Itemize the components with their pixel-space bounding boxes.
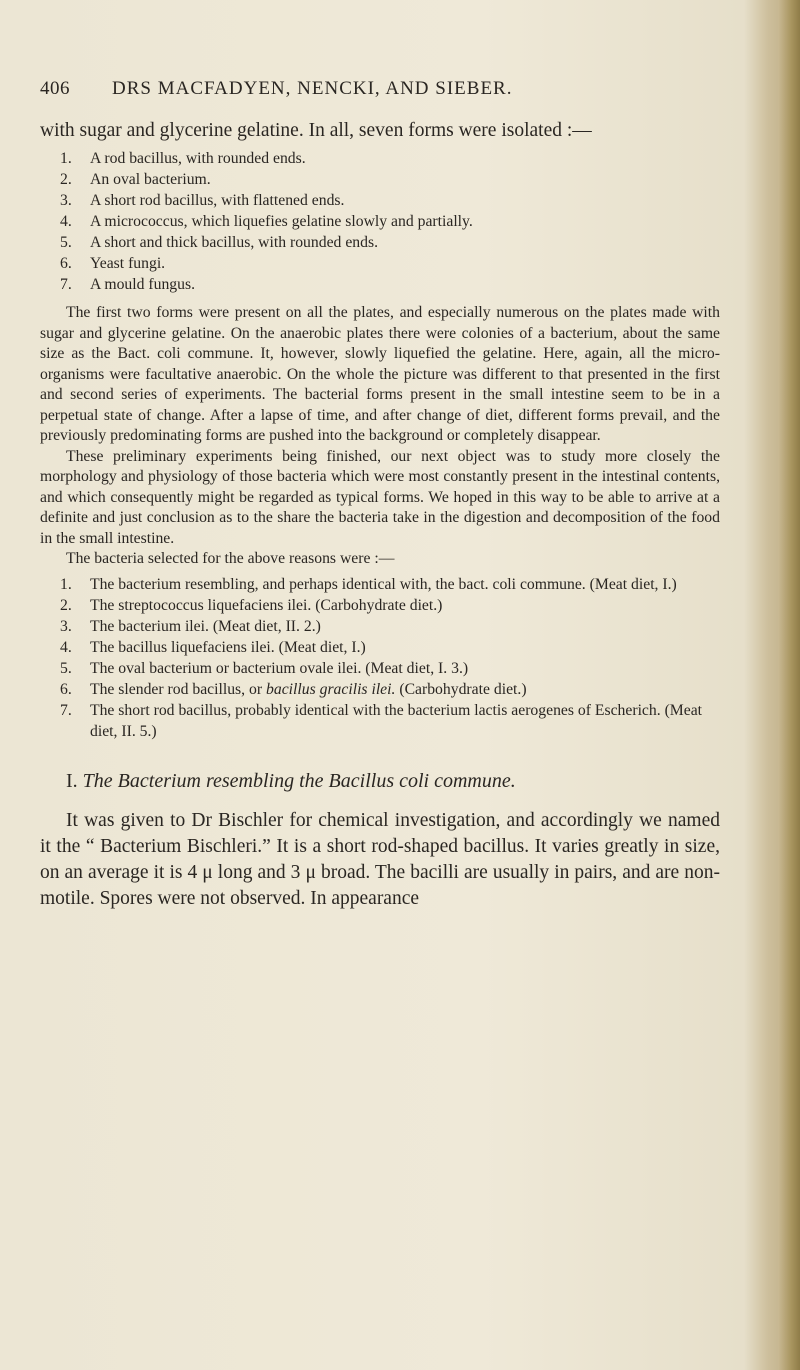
intro-paragraph: with sugar and glycerine gelatine. In all, seven forms were isolated :— [40, 120, 592, 141]
list-item: 1. The bacterium resembling, and perhaps identical with, the bact. coli commune. (Meat diet, I.) [60, 575, 677, 593]
section-title: The Bacterium resembling the Bacillus coli commune. [82, 769, 516, 792]
list-item: 3. The bacterium ilei. (Meat diet, II. 2.) [60, 617, 321, 635]
list-item: 5. A short and thick bacillus, with rounded ends. [60, 234, 378, 251]
isolated-forms-list [40, 148, 720, 295]
paragraph-3: The bacteria selected for the above reasons were :— [66, 550, 395, 567]
running-head-title: DRS MACFADYEN, NENCKI, AND SIEBER. [112, 78, 513, 99]
list-item: 4. A micrococcus, which liquefies gelatine slowly and partially. [60, 213, 473, 230]
list-item: 6. Yeast fungi. [60, 255, 166, 272]
selected-bacteria-list [40, 574, 720, 742]
paragraph-2: These preliminary experiments being finished, our next object was to study more closely the morphology and physiology of those bacteria which were most constantly present in the intestinal contents, and which consequently might be regarded as typical forms. We hoped in this way to be able to arrive at a definite and just conclusion as to the share the bacteria take in the digestion and decomposition of the food in the small intestine. [40, 447, 720, 547]
list-item: 3. A short rod bacillus, with flattened ends. [60, 192, 345, 209]
running-head [40, 78, 720, 102]
list-item: 6. The slender rod bacillus, or bacillus gracilis ilei. (Carbohydrate diet.) [60, 680, 527, 698]
list-item: 1. A rod bacillus, with rounded ends. [60, 150, 306, 167]
section-paragraph: It was given to Dr Bischler for chemical investigation, and accordingly we named it the “ Bacterium Bischleri.” It is a short rod-shaped bacillus. It varies greatly in size, on an average it is 4 μ long and 3 μ broad. The bacilli are usually in pairs, and are non-motile. Spores were not observed. In appearance [40, 809, 720, 909]
list-item: 2. An oval bacterium. [60, 171, 211, 188]
list-item: 7. A mould fungus. [60, 276, 196, 293]
section-numeral: I. [66, 769, 78, 792]
list-item: 7. The short rod bacillus, probably identical with the bacterium lactis aerogenes of Escherich. (Meat diet, II. 5.) [60, 701, 703, 740]
list-item: 2. The streptococcus liquefaciens ilei. (Carbohydrate diet.) [60, 596, 443, 614]
list-item: 5. The oval bacterium or bacterium ovale ilei. (Meat diet, I. 3.) [60, 659, 469, 677]
page-edge [778, 0, 800, 1370]
page-body [40, 118, 720, 912]
section-heading [40, 768, 720, 794]
paragraph-1: The first two forms were present on all the plates, and especially numerous on the plates made with sugar and glycerine gelatine. On the anaerobic plates there were colonies of a bacterium, about the same size as the Bact. coli commune. It, however, slowly liquefied the gelatine. Here, again, all the micro-organisms were facultative anaerobic. On the whole the picture was different to that presented in the first and second series of experiments. The bacterial forms present in the small intestine seem to be in a perpetual state of change. After a lapse of time, and after change of diet, different forms prevail, and the previously predominating forms are pushed into the background or completely disappear. [40, 304, 720, 444]
list-item: 4. The bacillus liquefaciens ilei. (Meat diet, I.) [60, 638, 366, 656]
page-number: 406 [40, 78, 70, 99]
